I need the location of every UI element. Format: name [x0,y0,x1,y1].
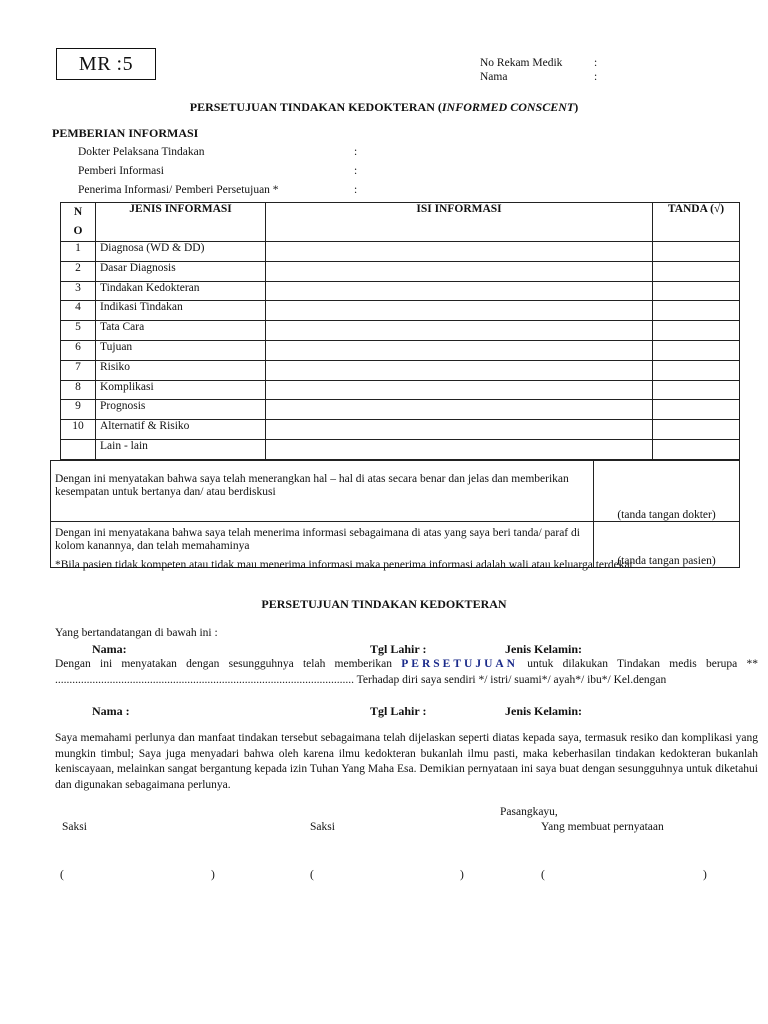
saksi-label-2: Saksi [310,821,335,833]
table-row [61,301,740,321]
row-no: 9 [61,400,96,420]
tgl-lahir-label-1: Tgl Lahir : [370,642,427,656]
patient-statement: Dengan ini menyatakana bahwa saya telah menerima informasi sebagaimana di atas yang saya beri tanda/ paraf di kolom kanannya, dan telah memahaminya [51,522,594,568]
table-row [61,400,740,420]
row-no: 2 [61,261,96,281]
nama-label-1: Nama: [92,642,127,656]
persetujuan-word: PERSETUJUAN [401,658,518,670]
row-no: 6 [61,340,96,360]
row-tanda[interactable] [653,380,740,400]
consent-paragraph: Saya memahami perlunya dan manfaat tindakan tersebut sebagaimana telah dijelaskan seperti diatas kepada saya, termasuk resiko dan komplikasi yang mungkin timbul; Saya juga menyadari bahwa oleh karena ilmu kedokteran bukanlah ilmu pasti, maka keberhasilan tindakan kedokteran bukanlah keniscayaan, melainkan sangat bergantung kepada izin Tuhan Yang Maha Esa. Demikian pernyataan ini saya buat dengan sesungguhnya untuk diketahui dan digunakan sebagaimana perlunya. [55,732,758,791]
row-tanda[interactable] [653,439,740,459]
consent-statement: Dengan ini menyatakan dengan sesungguhnya telah memberikan PERSETUJUAN untuk dilakukan Tindakan medis berupa ** ........................................................................................................ Terhadap diri saya sendiri */ istri/ suami*/ ayah*/ ibu*/ Kel.dengan [55,658,759,686]
field-colon-pemberi: : [354,165,358,177]
information-table [60,202,740,460]
title-italic: INFORMED CONSCENT [441,100,575,114]
row-tanda[interactable] [653,321,740,341]
row-no: 7 [61,360,96,380]
field-label-dokter: Dokter Pelaksana Tindakan [78,146,205,158]
jenis-kelamin-label-1: Jenis Kelamin: [505,642,582,656]
field-label-pemberi: Pemberi Informasi [78,165,164,177]
table-row [61,340,740,360]
row-isi[interactable] [266,380,653,400]
row-no: 10 [61,420,96,440]
row-isi[interactable] [266,242,653,262]
place-label: Pasangkayu, [500,806,558,818]
row-isi[interactable] [266,261,653,281]
row-tanda[interactable] [653,400,740,420]
row-no: 4 [61,301,96,321]
table-header-row [61,203,740,242]
row-jenis: Dasar Diagnosis [96,261,266,281]
patient-signature-label: (tanda tangan pasien) [617,555,716,567]
table-row [61,380,740,400]
signature-open-2: ( [310,869,314,881]
header-isi: ISI INFORMASI [266,203,653,242]
signature-table [50,460,740,568]
row-tanda[interactable] [653,340,740,360]
row-no: 3 [61,281,96,301]
row-tanda[interactable] [653,360,740,380]
table-row [61,281,740,301]
signature-open-3: ( [541,869,545,881]
table-row [61,321,740,341]
jenis-kelamin-label-2: Jenis Kelamin: [505,704,582,718]
row-jenis: Lain - lain [96,439,266,459]
table-row [61,420,740,440]
row-isi[interactable] [266,301,653,321]
row-jenis: Diagnosa (WD & DD) [96,242,266,262]
row-no: 5 [61,321,96,341]
doctor-signature-label: (tanda tangan dokter) [617,509,716,521]
signature-close-2: ) [460,869,464,881]
row-jenis: Indikasi Tindakan [96,301,266,321]
signature-close-1: ) [211,869,215,881]
header-tanda: TANDA (√) [653,203,740,242]
nama-label-2: Nama : [92,704,130,718]
doctor-statement-row [51,461,740,522]
tgl-lahir-label-2: Tgl Lahir : [370,704,427,718]
row-jenis: Risiko [96,360,266,380]
row-jenis: Tujuan [96,340,266,360]
table-row [61,439,740,459]
row-no [61,439,96,459]
row-isi[interactable] [266,420,653,440]
row-jenis: Tindakan Kedokteran [96,281,266,301]
saksi-label-1: Saksi [62,821,87,833]
page-title: PERSETUJUAN TINDAKAN KEDOKTERAN (INFORMED CONSCENT) [189,100,579,114]
doctor-statement: Dengan ini menyatakan bahwa saya telah menerangkan hal – hal di atas secara benar dan jelas dan memberikan kesempatan untuk bertanya dan/ atau berdiskusi [51,461,594,522]
row-jenis: Komplikasi [96,380,266,400]
row-isi[interactable] [266,340,653,360]
row-isi[interactable] [266,360,653,380]
table-row [61,261,740,281]
mr-code: MR :5 [78,52,134,75]
nama-label: Nama [480,71,508,83]
row-no: 8 [61,380,96,400]
row-isi[interactable] [266,281,653,301]
header-jenis: JENIS INFORMASI [96,203,266,242]
row-jenis: Tata Cara [96,321,266,341]
mr-code-box [56,48,156,80]
row-tanda[interactable] [653,242,740,262]
row-jenis: Alternatif & Risiko [96,420,266,440]
row-tanda[interactable] [653,261,740,281]
signature-close-3: ) [703,869,707,881]
footnote: *Bila pasien tidak kompeten atau tidak mau menerima informasi maka penerima informasi adalah wali atau keluarga terdekat [55,559,633,571]
section-heading-pemberian: PEMBERIAN INFORMASI [52,126,199,140]
field-colon-dokter: : [354,146,358,158]
rekam-medik-colon: : [594,57,598,69]
doctor-signature-box[interactable] [594,461,740,522]
field-colon-penerima: : [354,184,358,196]
consent-intro: Yang bertandatangan di bawah ini : [55,627,218,639]
row-tanda[interactable] [653,281,740,301]
consent-heading: PERSETUJUAN TINDAKAN KEDOKTERAN [261,597,507,611]
field-label-penerima: Penerima Informasi/ Pemberi Persetujuan * [78,184,279,196]
row-tanda[interactable] [653,301,740,321]
row-jenis: Prognosis [96,400,266,420]
signature-open-1: ( [60,869,64,881]
row-isi[interactable] [266,321,653,341]
header-no: N O [61,203,96,242]
maker-label: Yang membuat pernyataan [541,821,664,833]
row-no: 1 [61,242,96,262]
row-isi[interactable] [266,400,653,420]
rekam-medik-label: No Rekam Medik [480,57,563,69]
table-row [61,242,740,262]
nama-colon: : [594,71,598,83]
table-row [61,360,740,380]
row-isi[interactable] [266,439,653,459]
row-tanda[interactable] [653,420,740,440]
